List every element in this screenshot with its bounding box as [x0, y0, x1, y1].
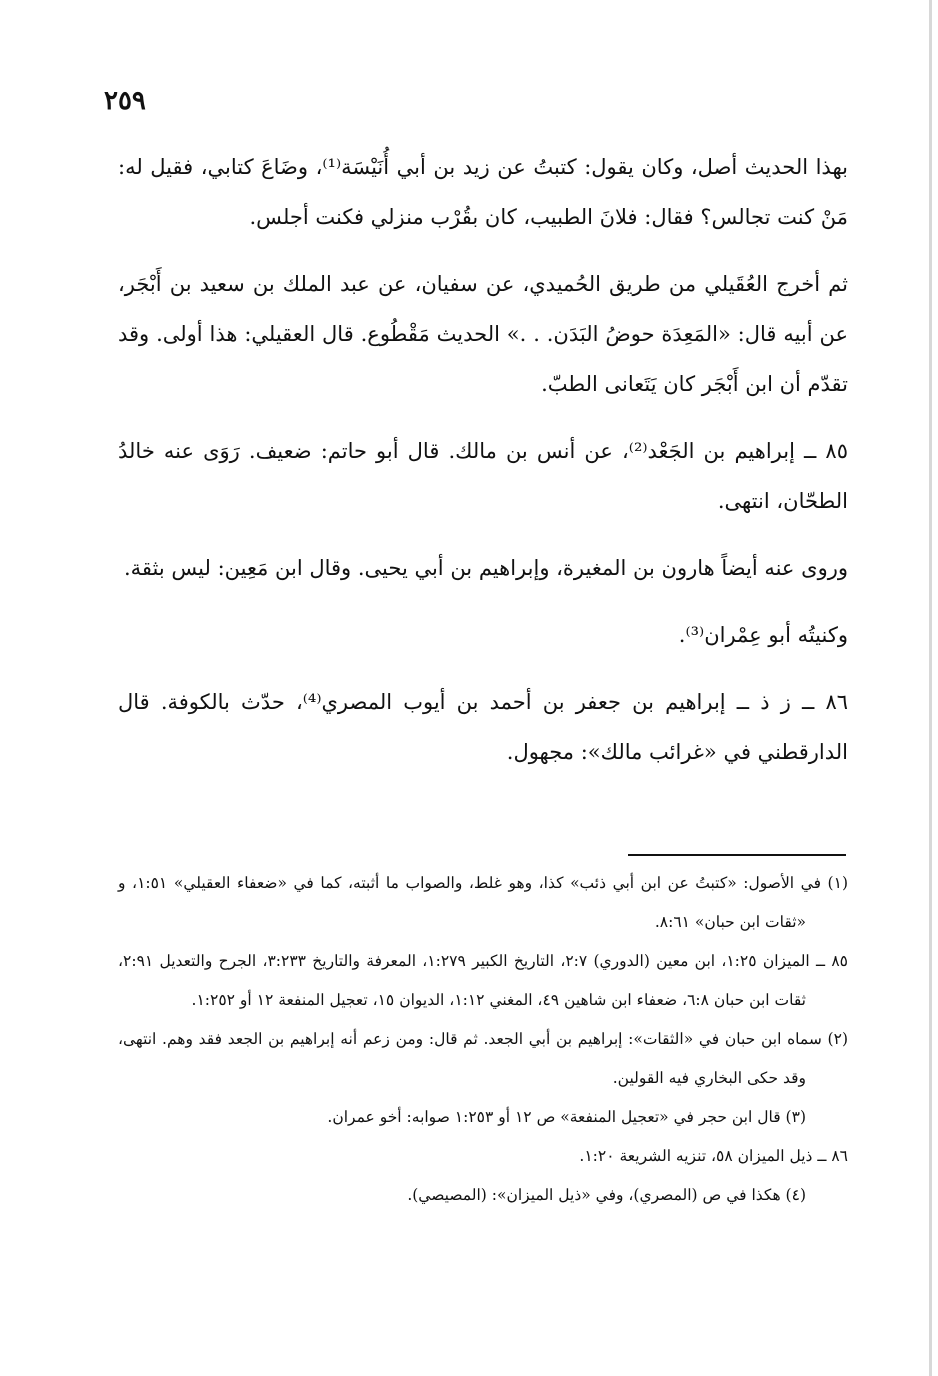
page-edge-shadow [929, 0, 932, 1376]
paragraph: بهذا الحديث أصل، وكان يقول: كتبتُ عن زيد بن أبي أُنَيْسَة⁽¹⁾، وضَاعَ كتابي، فقيل له: مَنْ كنت تجالس؟ فقال: فلانَ الطبيب، كان بقُرْب منزلي فكنت أجلس. [118, 155, 848, 229]
entry-86-paragraph: ٨٦ ــ ز ذ ــ إبراهيم بن جعفر بن أحمد بن أيوب المصري⁽⁴⁾، حدّث بالكوفة. قال الدارقطني في «غرائب مالك»: مجهول. [118, 690, 848, 764]
footnote-separator [628, 854, 846, 856]
page-number: ٢٥٩ [104, 86, 146, 116]
footnote-3: (٣) قال ابن حجر في «تعجيل المنفعة» ص ١٢ أو ١:٢٥٣ صوابه: أخو عمران. [327, 1108, 806, 1126]
footnote-entry-85-sources: ٨٥ ــ الميزان ١:٢٥، ابن معين (الدوري) ٢:٧، التاريخ الكبير ١:٢٧٩، المعرفة والتاريخ ٣:٢٣٣، الجرح والتعديل ٢:٩١، ثقات ابن حبان ٦:٨، ضعفاء ابن شاهين ٤٩، المغني ١:١٢، الديوان ١٥، تعجيل المنفعة ١٢ أو ١:٢٥٢. [118, 952, 849, 1009]
main-text [118, 142, 848, 794]
paragraph: ثم أخرج العُقَيلي من طريق الحُميدي، عن سفيان، عن عبد الملك بن سعيد بن أَبْجَر، عن أبيه قال: «المَعِدَة حوضُ البَدَن. . .» الحديث مَقْطُوع. قال العقيلي: هذا أولى. وقد تقدّم أن ابن أَبْجَر كان يَتَعانى الطبّ. [118, 272, 848, 396]
footnote-1: (١) في الأصول: «كتبتُ عن ابن أبي ذئب» كذا، وهو غلط، والصواب ما أثبته، كما في «ضعفاء العقيلي» ١:٥١، و «ثقات ابن حبان» ٨:٦١. [118, 874, 848, 931]
footnotes [118, 864, 848, 1215]
entry-85-paragraph: ٨٥ ــ إبراهيم بن الجَعْد⁽²⁾، عن أنس بن مالك. قال أبو حاتم: ضعيف. رَوَى عنه خالدُ الطحّان، انتهى. [118, 439, 848, 513]
paragraph: وكنيتُه أبو عِمْران⁽³⁾. [678, 623, 848, 647]
footnote-2: (٢) سماه ابن حبان في «الثقات»: إبراهيم بن أبي الجعد. ثم قال: ومن زعم أنه إبراهيم بن الجعد فقد وهم. انتهى، وقد حكى البخاري فيه القولين. [118, 1030, 848, 1087]
footnote-entry-86-sources: ٨٦ ــ ذيل الميزان ٥٨، تنزيه الشريعة ١:٢٠. [579, 1147, 848, 1165]
footnote-4: (٤) هكذا في ص (المصري)، وفي «ذيل الميزان»: (المصيصي). [407, 1186, 806, 1204]
paragraph: وروى عنه أيضاً هارون بن المغيرة، وإبراهيم بن أبي يحيى. وقال ابن مَعِين: ليس بثقة. [123, 556, 848, 580]
